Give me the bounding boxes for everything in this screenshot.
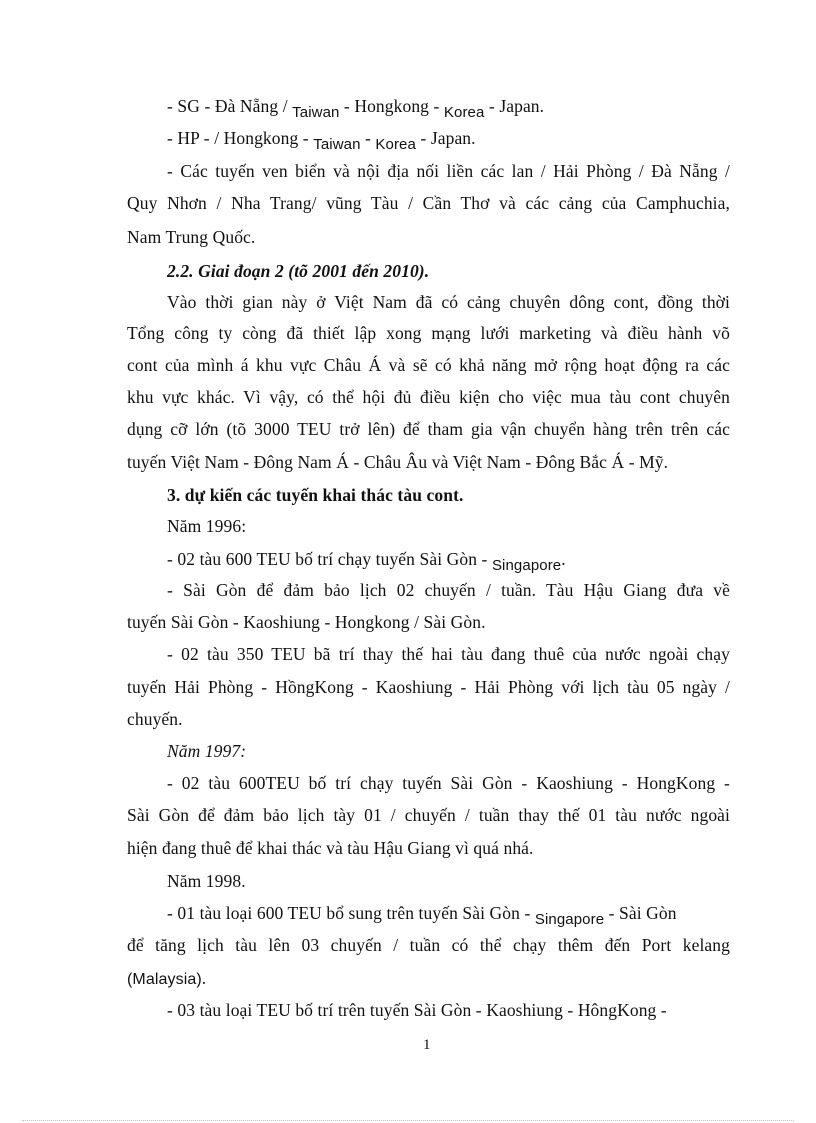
year-1996-item: - Sài Gòn để đảm bảo lịch 02 chuyến / tuần. Tàu Hậu Giang đưa về bbox=[167, 580, 730, 600]
route-sg-text: - SG - Đà Nẵng / bbox=[167, 96, 293, 116]
stage-2-paragraph-line: tuyến Việt Nam - Đông Nam Á - Châu Âu và Việt Nam - Đông Bắc Á - Mỹ. bbox=[127, 452, 669, 472]
singapore-label: Singapore bbox=[534, 911, 605, 928]
year-1996-item bbox=[167, 548, 566, 572]
coastal-routes-line: Quy Nhơn / Nha Trang/ vũng Tàu / Cần Thơ và các cảng của Camphuchia, bbox=[127, 193, 730, 213]
year-1996-item: - 02 tàu 350 TEU bã trí thay thế hai tàu đang thuê của nước ngoài chạy bbox=[167, 644, 730, 664]
item-text: - 02 tàu 600 TEU bố trí chạy tuyến Sài Gòn - bbox=[167, 549, 492, 569]
year-1998-item bbox=[127, 967, 206, 991]
stage-2-paragraph-line: cont của mình á khu vực Châu Á và sẽ có khả năng mở rộng hoạt động ra các bbox=[127, 355, 730, 375]
stage-2-paragraph-line: khu vực khác. Vì vậy, có thể hội đủ điều kiện cho việc mua tàu cont chuyên bbox=[127, 387, 730, 407]
coastal-routes-line: Nam Trung Quốc. bbox=[127, 227, 256, 247]
item-text: . bbox=[561, 549, 566, 569]
year-1998-item: để tăng lịch tàu lên 03 chuyến / tuần có thể chạy thêm đến Port kelang bbox=[127, 935, 730, 955]
section-2-2-heading: 2.2. Giai đoạn 2 (tõ 2001 đến 2010). bbox=[167, 261, 430, 281]
route-hp-text: - HP - / Hongkong - bbox=[167, 128, 314, 148]
korea-label: Korea bbox=[443, 104, 485, 121]
korea-label: Korea bbox=[375, 136, 416, 153]
stage-2-paragraph-line: Tổng công ty còng đã thiết lập xong mạng lưới marketing và điều hành võ bbox=[127, 323, 730, 343]
year-1997-item: - 02 tàu 600TEU bố trí chạy tuyến Sài Gòn - Kaoshiung - HongKong - bbox=[167, 773, 730, 793]
taiwan-label: Taiwan bbox=[292, 104, 340, 121]
year-1997-item: Sài Gòn để đảm bảo lịch tày 01 / chuyến / tuần thay thế 01 tàu nước ngoài bbox=[127, 805, 730, 825]
section-3-heading: 3. dự kiến các tuyến khai thác tàu cont. bbox=[167, 485, 464, 505]
item-text: . bbox=[201, 968, 207, 988]
route-sg-text: - Japan. bbox=[484, 96, 545, 116]
malaysia-label: (Malaysia) bbox=[127, 971, 202, 988]
route-hp-line bbox=[167, 127, 476, 151]
year-1997-item: hiện đang thuê để khai thác và tàu Hậu Giang vì quá nhá. bbox=[127, 838, 534, 858]
route-hp-text: - bbox=[360, 128, 376, 148]
coastal-routes-line: - Các tuyến ven biển và nội địa nối liền các lan / Hải Phòng / Đà Nẵng / bbox=[167, 161, 730, 181]
page-number: 1 bbox=[423, 1037, 431, 1053]
year-1997-heading: Năm 1997: bbox=[167, 741, 247, 761]
year-1998-item bbox=[167, 902, 730, 926]
stage-2-paragraph-line: Vào thời gian này ở Việt Nam đã có cảng chuyên dông cont, đồng thời bbox=[167, 292, 730, 312]
stage-2-paragraph-line: dụng cỡ lớn (tõ 3000 TEU trở lên) để tham gia vận chuyển hàng trên trên các bbox=[127, 419, 730, 439]
route-hp-text: - Japan. bbox=[415, 128, 476, 148]
route-sg-text: - Hongkong - bbox=[339, 96, 444, 116]
item-text: - 01 tàu loại 600 TEU bổ sung trên tuyến Sài Gòn - bbox=[167, 903, 535, 923]
route-sg-line bbox=[167, 95, 544, 119]
item-text: - Sài Gòn bbox=[604, 903, 677, 923]
page-bottom-divider bbox=[22, 1120, 794, 1121]
taiwan-label: Taiwan bbox=[313, 136, 361, 153]
year-1998-item: - 03 tàu loại TEU bố trí trên tuyến Sài Gòn - Kaoshiung - HôngKong - bbox=[167, 1000, 667, 1020]
year-1996-item: tuyến Sài Gòn - Kaoshiung - Hongkong / Sài Gòn. bbox=[127, 612, 486, 632]
year-1998-heading: Năm 1998. bbox=[167, 871, 246, 891]
year-1996-heading: Năm 1996: bbox=[167, 516, 247, 536]
year-1996-item: chuyến. bbox=[127, 709, 183, 729]
singapore-label: Singapore bbox=[491, 557, 562, 574]
year-1996-item: tuyến Hải Phòng - HồngKong - Kaoshiung - Hải Phòng với lịch tàu 05 ngày / bbox=[127, 677, 730, 697]
